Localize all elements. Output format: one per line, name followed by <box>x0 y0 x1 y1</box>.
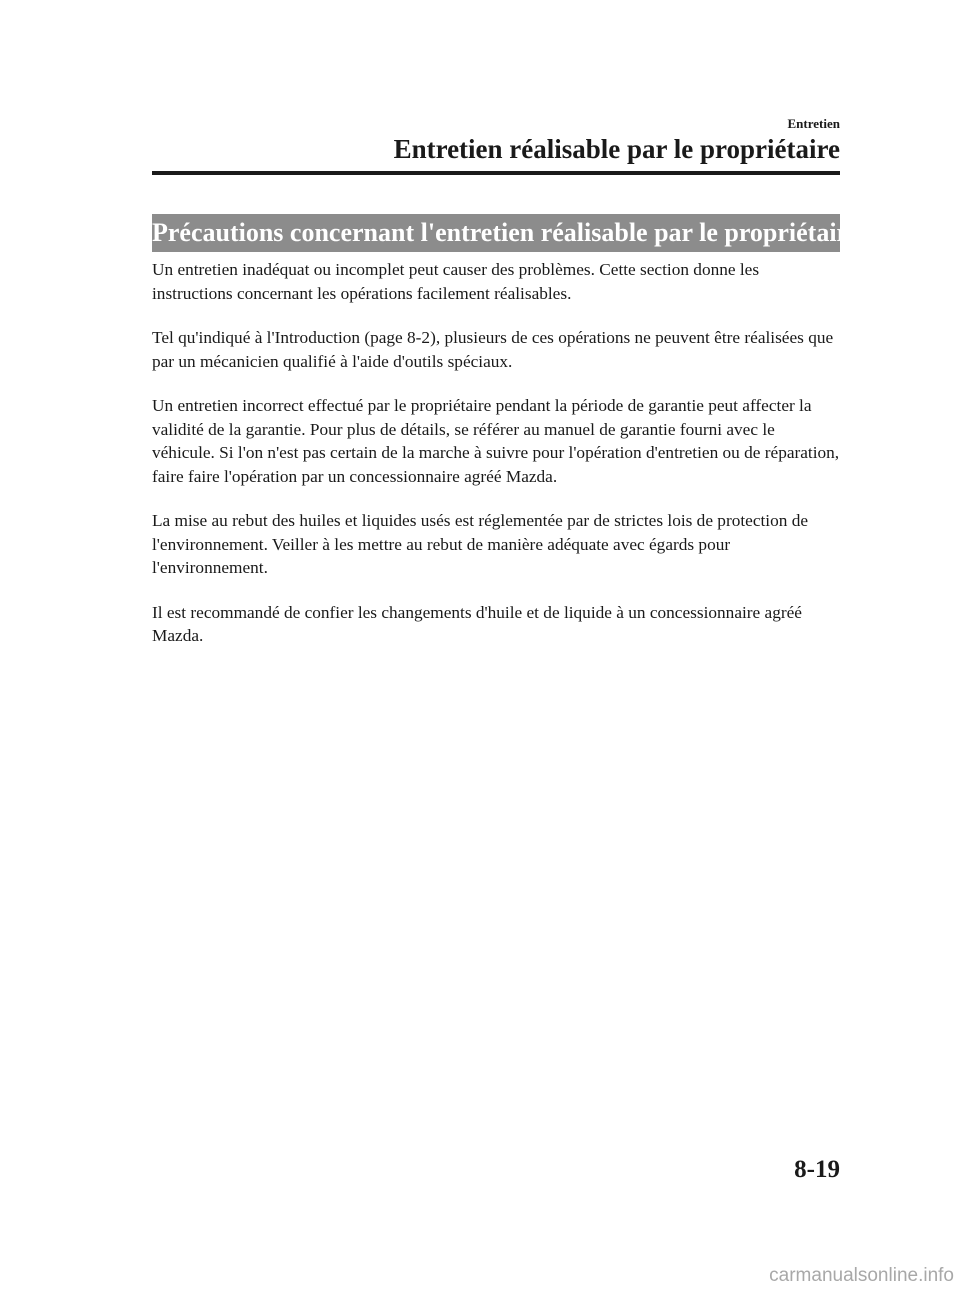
paragraph-2: Tel qu'indiqué à l'Introduction (page 8-2), plusieurs de ces opérations ne peuvent être réalisées que par un mécanicien qualifié à l'aide d'outils spéciaux. <box>152 328 834 371</box>
paragraph-1: Un entretien inadéquat ou incomplet peut causer des problèmes. Cette section donne les instructions concernant les opérations facilement réalisables. <box>152 260 760 303</box>
body-text <box>152 258 840 669</box>
page-number: 8-19 <box>794 1156 840 1183</box>
watermark: carmanualsonline.info <box>769 1265 954 1286</box>
page-title: Entretien réalisable par le propriétaire <box>393 134 840 164</box>
paragraph-5: Il est recommandé de confier les changements d'huile et de liquide à un concessionnaire agréé Mazda. <box>152 602 802 645</box>
paragraph-3: Un entretien incorrect effectué par le propriétaire pendant la période de garantie peut affecter la validité de la garantie. Pour plus de détails, se référer au manuel de garantie fourni avec le véhicule. Si l'on n'est pas certain de la marche à suivre pour l'opération d'entretien ou de réparation, faire faire l'opération par un concessionnaire agréé Mazda. <box>152 396 840 486</box>
header-section-label: Entretien <box>787 116 840 131</box>
section-heading: Précautions concernant l'entretien réalisable par le propriétaire <box>152 214 840 252</box>
paragraph-4: La mise au rebut des huiles et liquides usés est réglementée par de strictes lois de protection de l'environnement. Veiller à les mettre au rebut de manière adéquate avec égards pour l'environnement. <box>152 511 809 577</box>
header-divider <box>152 171 840 175</box>
